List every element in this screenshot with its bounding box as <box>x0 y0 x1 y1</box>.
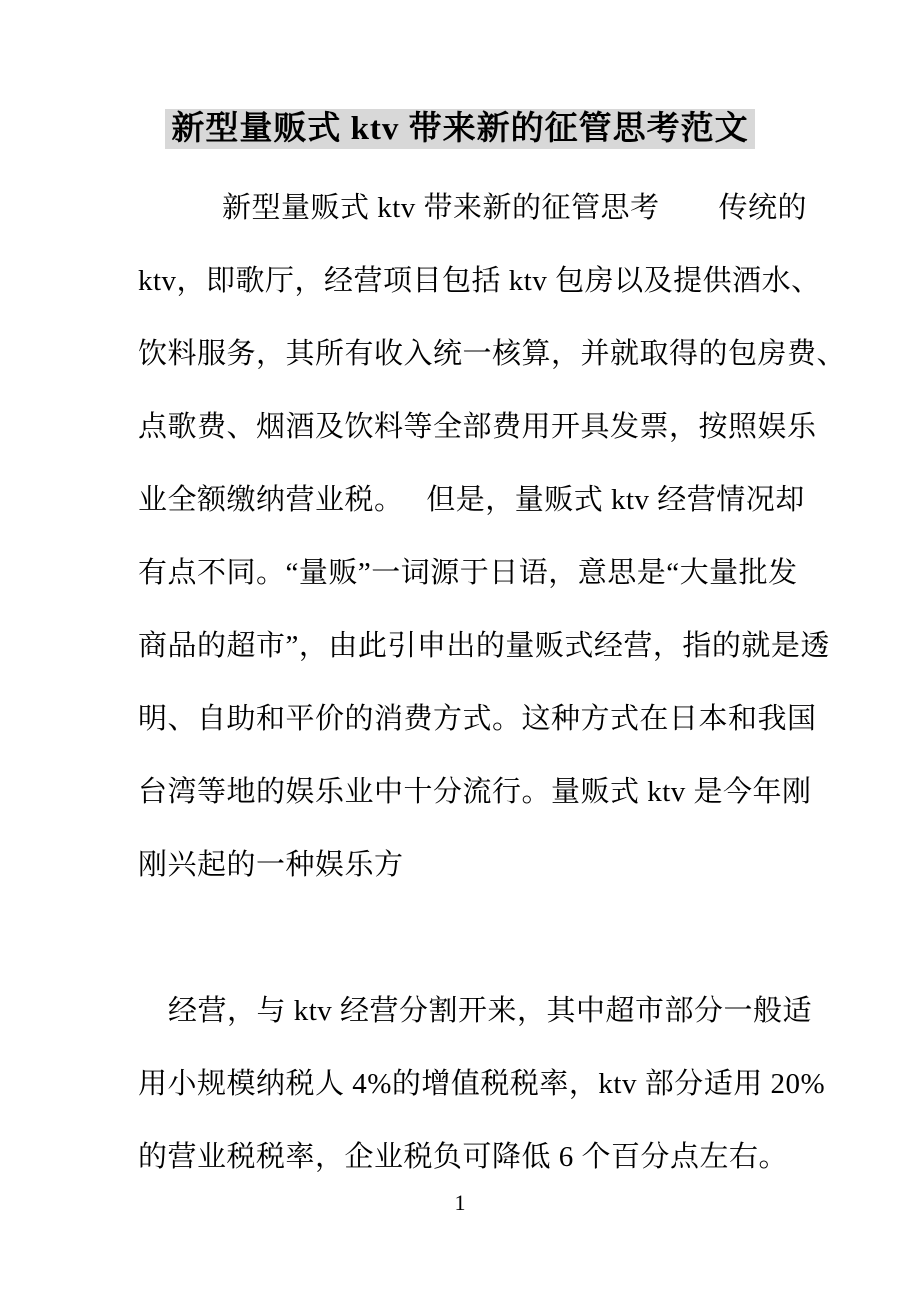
paragraph-1 <box>138 172 858 902</box>
text-line: 用小规模纳税人 4%的增值税税率，ktv 部分适用 20% <box>138 1068 826 1100</box>
page-number: 1 <box>454 1190 466 1215</box>
text-line: 明、自助和平价的消费方式。这种方式在日本和我国 <box>138 703 817 735</box>
paragraph-2 <box>138 975 858 1194</box>
text-line: 业全额缴纳营业税。 但是，量贩式 ktv 经营情况却 <box>138 484 805 516</box>
text-line: 刚兴起的一种娱乐方 <box>138 849 404 881</box>
footer <box>0 1188 920 1218</box>
text-line: ktv，即歌厅，经营项目包括 ktv 包房以及提供酒水、 <box>138 265 821 297</box>
text-line: 点歌费、烟酒及饮料等全部费用开具发票，按照娱乐 <box>138 411 817 443</box>
text-line: 新型量贩式 ktv 带来新的征管思考 传统的 <box>222 192 808 224</box>
paragraph-spacer <box>138 902 858 975</box>
text-line: 饮料服务，其所有收入统一核算，并就取得的包房费、 <box>138 338 847 370</box>
text-line: 经营，与 ktv 经营分割开来，其中超市部分一般适 <box>168 995 813 1027</box>
text-line: 有点不同。“量贩”一词源于日语，意思是“大量批发 <box>138 557 798 589</box>
text-line: 的营业税税率，企业税负可降低 6 个百分点左右。 <box>138 1141 789 1173</box>
title-highlight: 新型量贩式 ktv 带来新的征管思考范文 <box>165 109 754 149</box>
document-title <box>0 104 920 154</box>
text-line: 台湾等地的娱乐业中十分流行。量贩式 ktv 是今年刚 <box>138 776 812 808</box>
document-body <box>138 172 858 1194</box>
text-line: 商品的超市”，由此引申出的量贩式经营，指的就是透 <box>138 630 830 662</box>
